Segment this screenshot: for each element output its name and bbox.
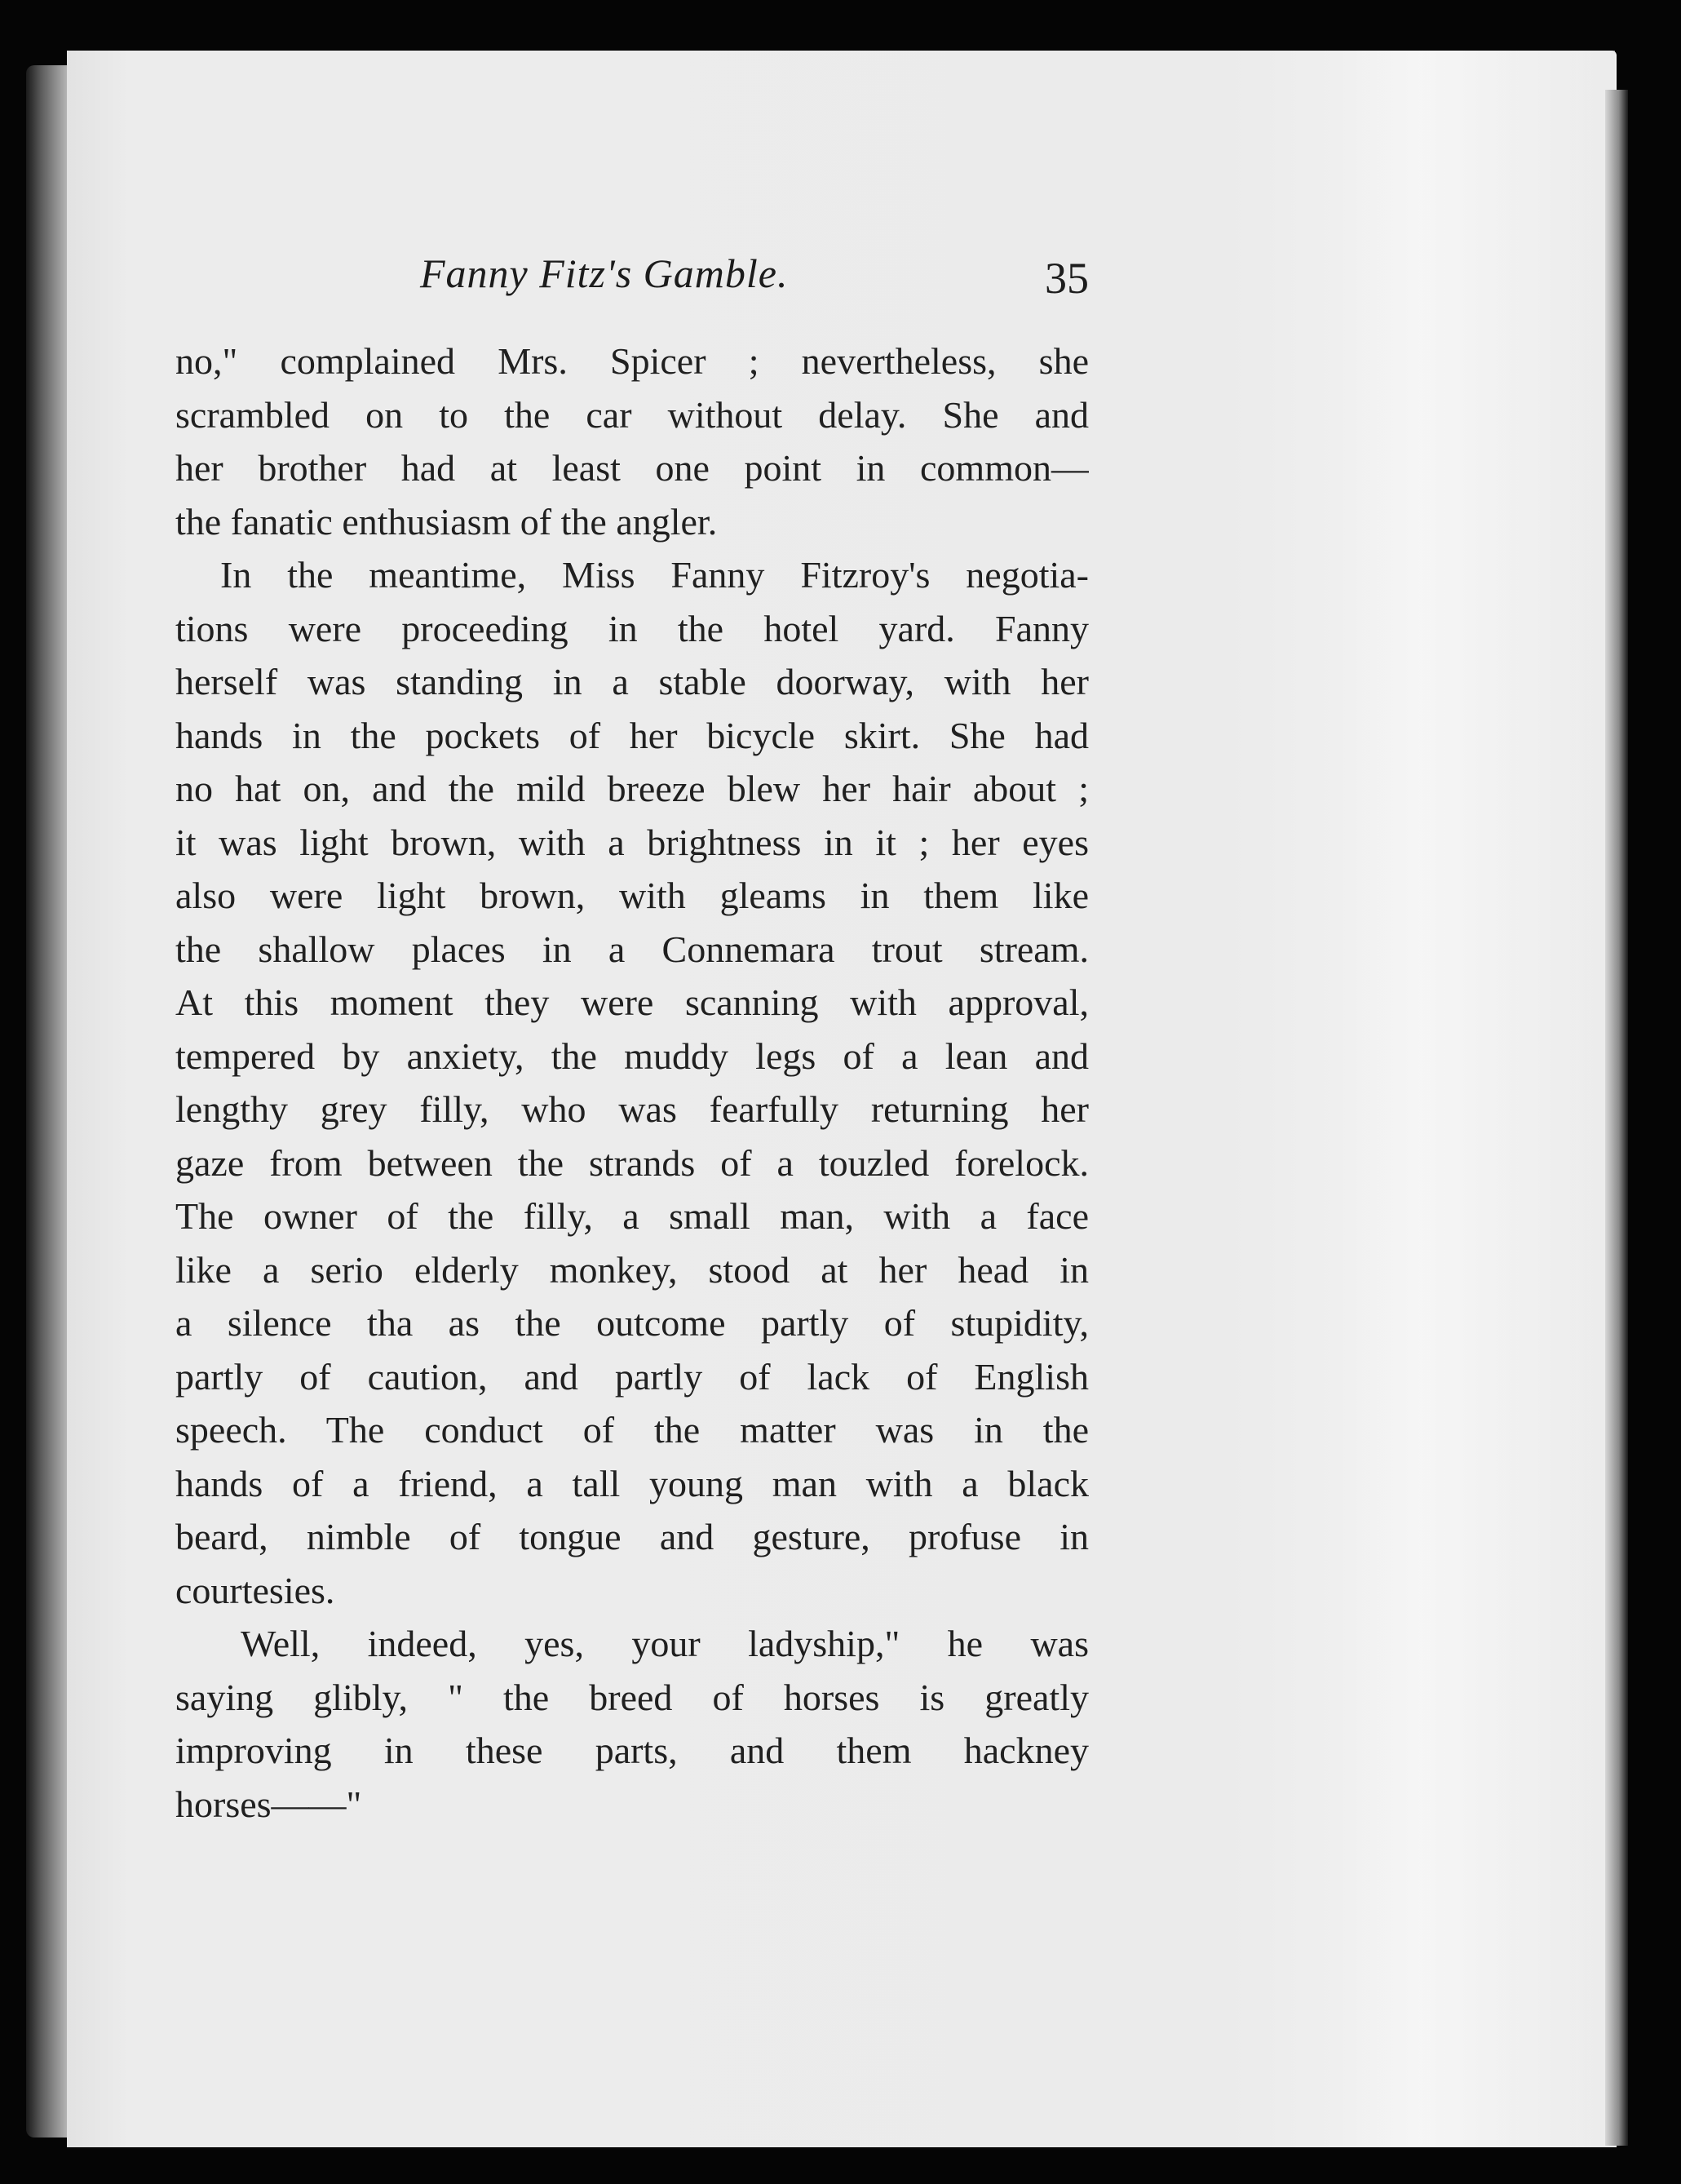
text-line: no," complained Mrs. Spicer ; nevertheless, she [175, 340, 1089, 382]
text-line: The owner of the filly, a small man, with a face [175, 1195, 1089, 1237]
text-line: it was light brown, with a brightness in it ; her eyes [175, 821, 1089, 863]
text-line: like a serio elderly monkey, stood at her head in [175, 1248, 1089, 1291]
text-line: hands of a friend, a tall young man with a black [175, 1462, 1089, 1504]
text-line: hands in the pockets of her bicycle skirt. She had [175, 714, 1089, 756]
text-line: lengthy grey filly, who was fearfully returning her [175, 1088, 1089, 1130]
text-line: Well, indeed, yes, your ladyship," he was [241, 1623, 1089, 1664]
text-line: scrambled on to the car without delay. She and [175, 393, 1089, 436]
text-line: a silence tha as the outcome partly of stupidity, [175, 1302, 1089, 1344]
text-line: herself was standing in a stable doorway, with her [175, 661, 1089, 702]
text-line: the fanatic enthusiasm of the angler. [175, 500, 718, 543]
text-line: speech. The conduct of the matter was in the [175, 1409, 1089, 1451]
text-line: her brother had at least one point in common— [175, 447, 1089, 489]
text-line: also were light brown, with gleams in them like [175, 875, 1089, 916]
text-line: At this moment they were scanning with approval, [175, 981, 1089, 1023]
running-head [175, 245, 1089, 310]
text-line: the shallow places in a Connemara trout stream. [175, 928, 1089, 970]
text-line: partly of caution, and partly of lack of English [175, 1355, 1089, 1398]
text-line: beard, nimble of tongue and gesture, profuse in [175, 1516, 1089, 1557]
text-line: tions were proceeding in the hotel yard. Fanny [175, 607, 1089, 649]
text-line: In the meantime, Miss Fanny Fitzroy's negotia- [220, 554, 1089, 596]
text-line: horses——" [175, 1783, 362, 1825]
body-text [175, 334, 1089, 1831]
page-right-shading [1338, 51, 1615, 2147]
page-number: 35 [1045, 254, 1089, 303]
text-line: saying glibly, " the breed of horses is greatly [175, 1676, 1089, 1718]
text-line: courtesies. [175, 1569, 335, 1611]
running-head-title: Fanny Fitz's Gamble. [420, 250, 789, 296]
right-page-edge [1605, 90, 1628, 2146]
text-line: improving in these parts, and them hackney [175, 1730, 1089, 1771]
text-line: no hat on, and the mild breeze blew her hair about ; [175, 768, 1089, 809]
text-line: tempered by anxiety, the muddy legs of a lean and [175, 1034, 1089, 1077]
text-line: gaze from between the strands of a touzled forelock. [175, 1141, 1089, 1184]
